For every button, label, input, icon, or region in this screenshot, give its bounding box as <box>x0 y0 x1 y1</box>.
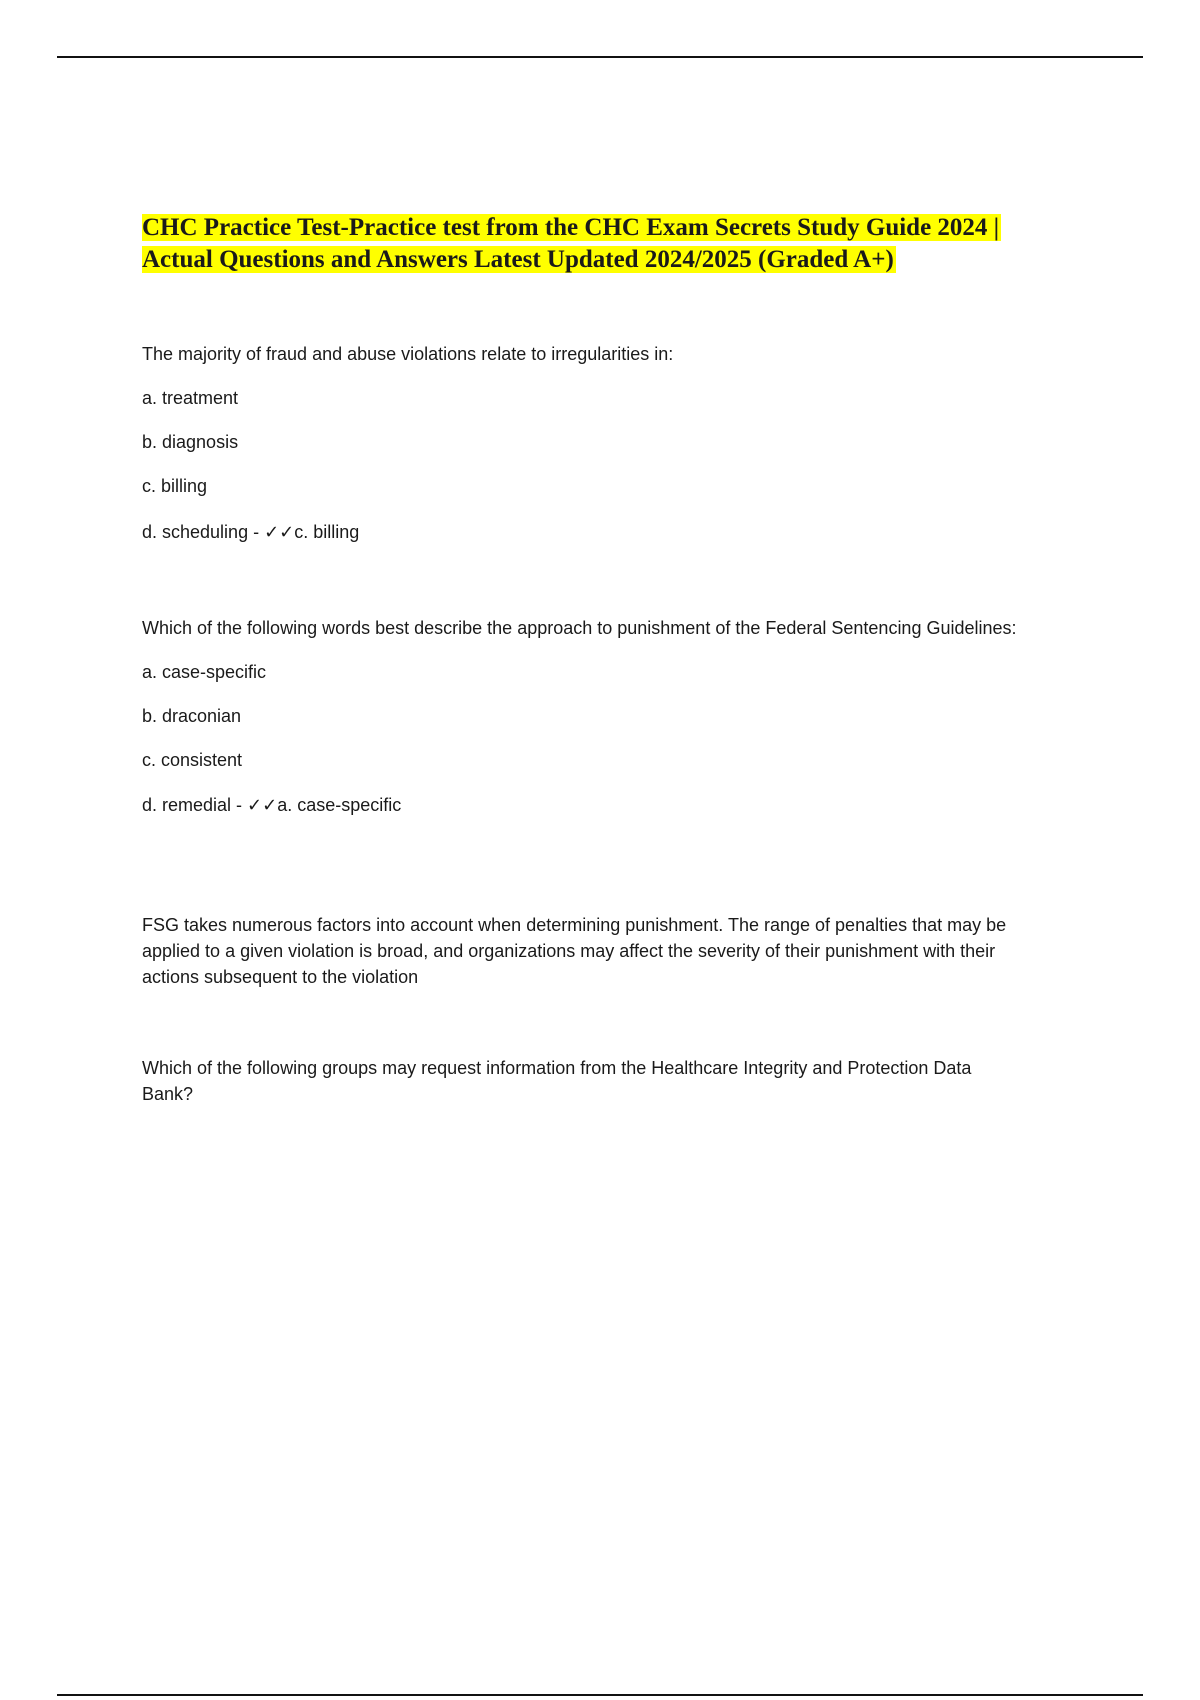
answer-option-d-with-answer: d. remedial - ✓✓a. case-specific <box>142 795 402 815</box>
answer-option-b: b. diagnosis <box>142 432 239 452</box>
bottom-rule <box>57 1694 1143 1696</box>
document-title <box>142 212 1062 276</box>
answer-option-a: a. treatment <box>142 388 239 408</box>
document-body <box>142 212 1062 1104</box>
answer-option-c: c. billing <box>142 476 208 496</box>
question-3 <box>142 1055 1022 1107</box>
question-2 <box>142 615 1042 818</box>
answer-option-c: c. consistent <box>142 750 243 770</box>
answer-option-d-with-answer: d. scheduling - ✓✓c. billing <box>142 522 360 542</box>
question-text: Which of the following words best describe the approach to punishment of the Federal Sentencing Guidelines: <box>142 618 1017 638</box>
question-text: Which of the following groups may request information from the Healthcare Integrity and Protection Data Bank? <box>142 1058 972 1104</box>
answer-option-b: b. draconian <box>142 706 242 726</box>
explanation-paragraph <box>142 912 1042 990</box>
question-1 <box>142 341 1062 545</box>
explanation-text: FSG takes numerous factors into account when determining punishment. The range of penalties that may be applied to a given violation is broad, and organizations may affect the severity of their punishment with their actions subsequent to the violation <box>142 915 1007 987</box>
answer-option-a: a. case-specific <box>142 662 267 682</box>
top-rule <box>57 56 1143 58</box>
question-text: The majority of fraud and abuse violations relate to irregularities in: <box>142 344 674 364</box>
title-highlight: CHC Practice Test-Practice test from the CHC Exam Secrets Study Guide 2024 | Actual Questions and Answers Latest Updated 2024/2025 (Graded A+) <box>142 214 1000 273</box>
